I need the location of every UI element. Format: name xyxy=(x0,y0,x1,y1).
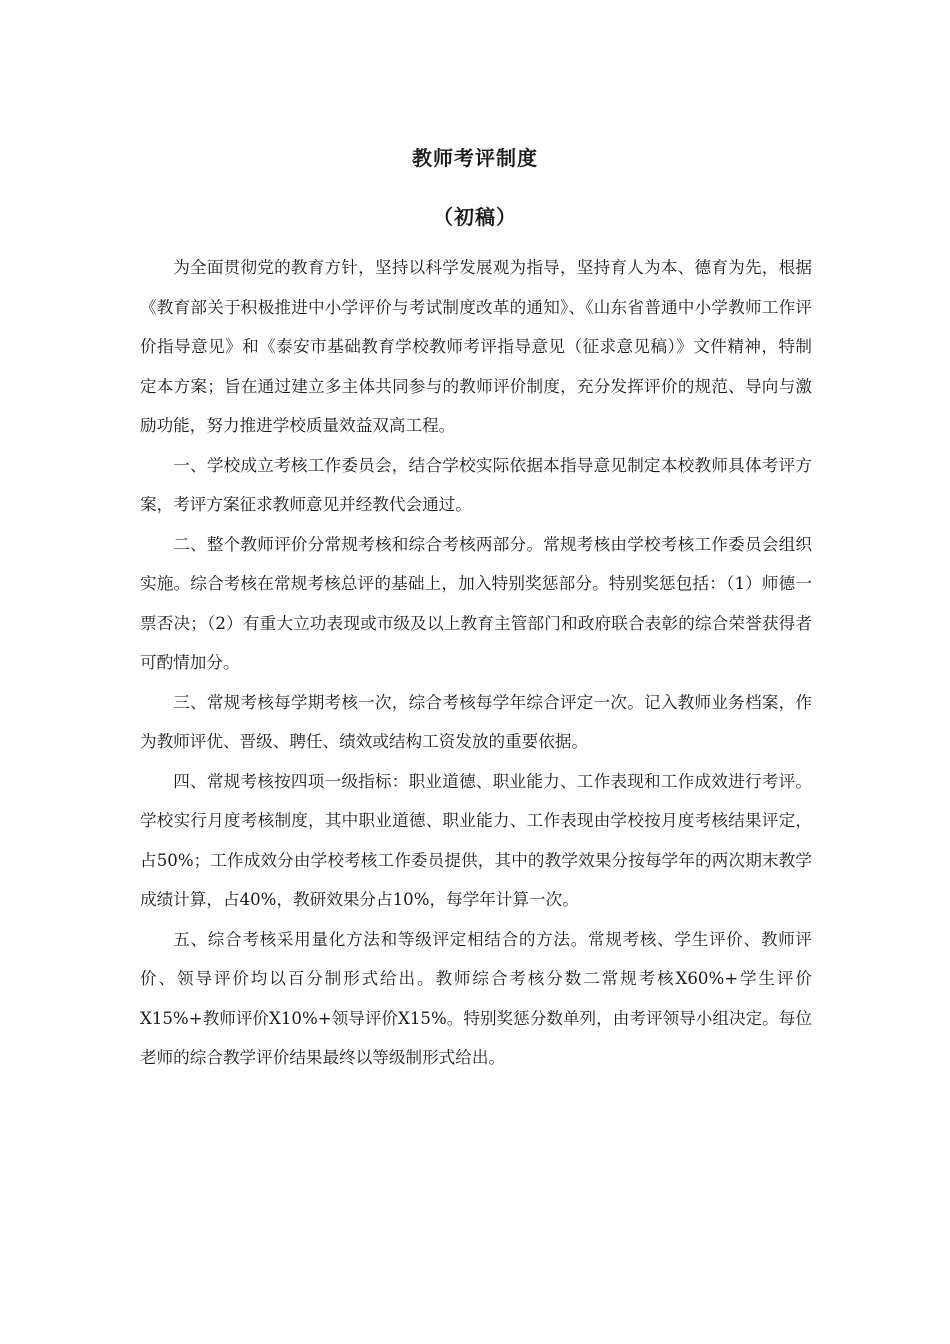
paragraph-1: 一、学校成立考核工作委员会，结合学校实际依据本指导意见制定本校教师具体考评方案，考评方案征求教师意见并经教代会通过。 xyxy=(140,455,812,514)
document-subtitle: （初稿） xyxy=(433,205,517,229)
paragraph-intro: 为全面贯彻党的教育方针，坚持以科学发展观为指导，坚持育人为本、德育为先，根据《教育部关于积极推进中小学评价与考试制度改革的通知》、《山东省普通中小学教师工作评价指导意见》和《泰安市基础教育学校教师考评指导意见（征求意见稿）》文件精神，特制定本方案；旨在通过建立多主体共同参与的教师评价制度，充分发挥评价的规范、导向与激励功能，努力推进学校质量效益双高工程。 xyxy=(140,258,812,435)
paragraph-2: 二、整个教师评价分常规考核和综合考核两部分。常规考核由学校考核工作委员会组织实施。综合考核在常规考核总评的基础上，加入特别奖惩部分。特别奖惩包括：（1）师德一票否决；（2）有重大立功表现或市级及以上教育主管部门和政府联合表彰的综合荣誉获得者可酌情加分。 xyxy=(140,534,812,672)
paragraph-4: 四、常规考核按四项一级指标：职业道德、职业能力、工作表现和工作成效进行考评。学校实行月度考核制度，其中职业道德、职业能力、工作表现由学校按月度考核结果评定，占50%；工作成效分由学校考核工作委员提供，其中的教学效果分按每学年的两次期末教学成绩计算，占40%，教研效果分占10%，每学年计算一次。 xyxy=(140,771,812,909)
document-title: 教师考评制度 xyxy=(412,146,538,170)
document-body xyxy=(140,248,812,1078)
paragraph-3: 三、常规考核每学期考核一次，综合考核每学年综合评定一次。记入教师业务档案，作为教师评优、晋级、聘任、绩效或结构工资发放的重要依据。 xyxy=(140,692,812,751)
paragraph-5: 五、综合考核采用量化方法和等级评定相结合的方法。常规考核、学生评价、教师评价、领导评价均以百分制形式给出。教师综合考核分数二常规考核X60%+学生评价X15%+教师评价X10%+领导评价X15%。特别奖惩分数单列，由考评领导小组决定。每位老师的综合教学评价结果最终以等级制形式给出。 xyxy=(140,929,812,1067)
